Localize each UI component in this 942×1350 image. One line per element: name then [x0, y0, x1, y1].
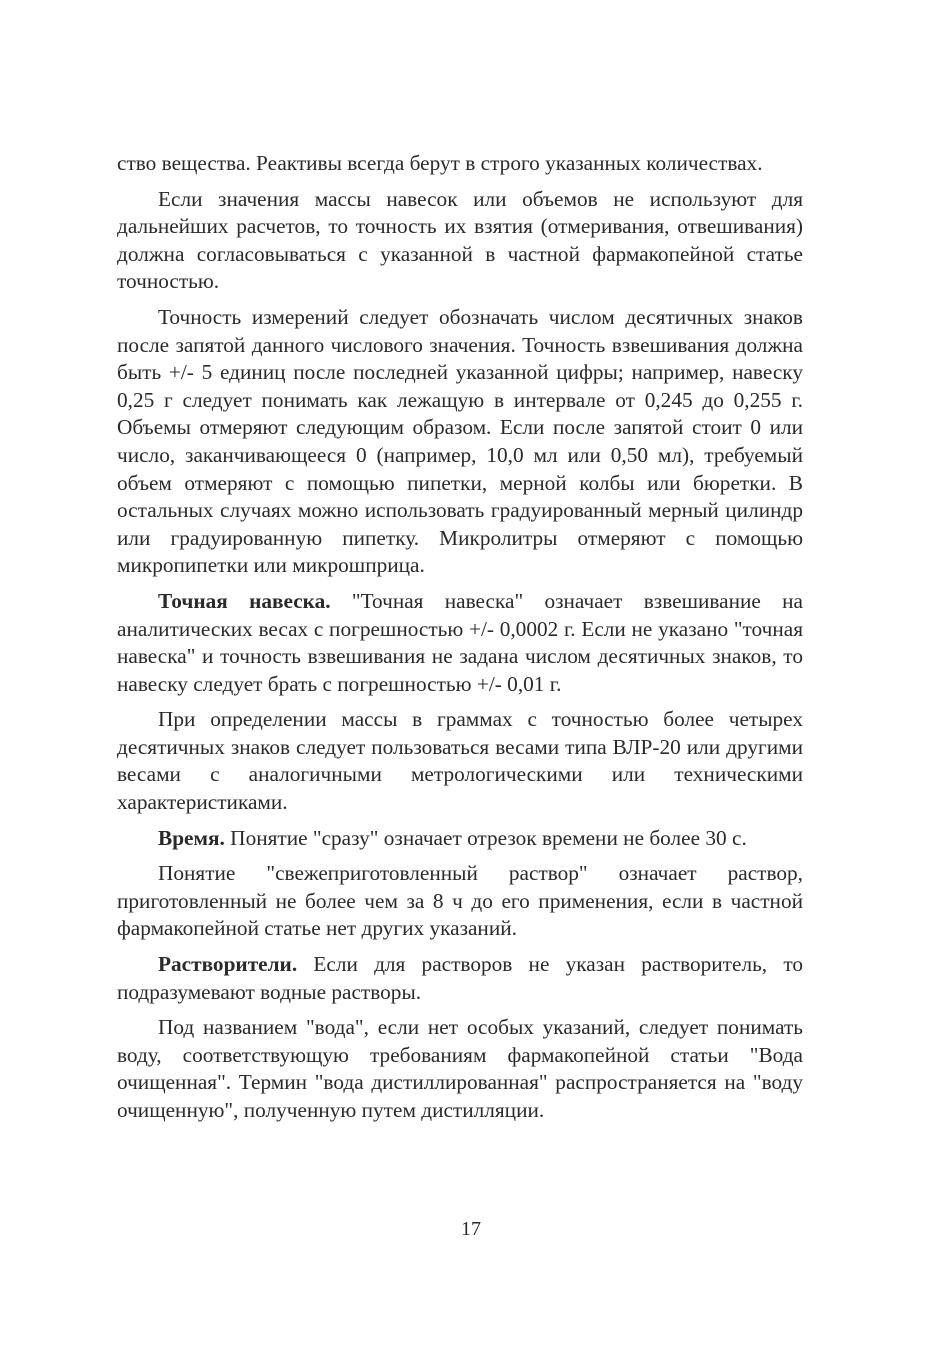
paragraph	[117, 860, 803, 943]
paragraph-text: Если значения массы навесок или объемов не используют для дальнейших расчетов, то точность их взятия (отмеривания, отвешивания) должна согласовываться с указанной в частной фармакопейной статье точностью.	[117, 186, 803, 294]
paragraph-text: Понятие "свежеприготовленный раствор" означает раствор, приготовленный не более чем за 8 ч до его применения, если в частной фармакопейной статье нет других указаний.	[117, 861, 803, 941]
page-body	[117, 150, 803, 1125]
paragraph-heading: Точная навеска.	[158, 588, 331, 613]
paragraph-text: ство вещества. Реактивы всегда берут в строго указанных количествах.	[117, 151, 763, 175]
paragraph-text: "Точная навеска" означает взвешивание на аналитических весах с погрешностью +/- 0,0002 г. Если не указано "точная навеска" и точность взвешивания не задана числом десятичных знаков, то навеску следует брать с погрешностью +/- 0,01 г.	[117, 588, 803, 696]
paragraph-time	[117, 825, 803, 853]
paragraph-text: Под названием "вода", если нет особых указаний, следует понимать воду, соответствующую требованиям фармакопейной статьи "Вода очищенная". Термин "вода дистиллированная" распространяется на "воду очищенную", полученную путем дистилляции.	[117, 1015, 803, 1122]
paragraph-precise-weighing	[117, 588, 803, 698]
page-number: 17	[461, 1218, 481, 1240]
paragraph-text: При определении массы в граммах с точностью более четырех десятичных знаков следует пользоваться весами типа ВЛР-20 или другими весами с аналогичными метрологическими или техническими характеристиками.	[117, 707, 803, 815]
paragraph	[117, 1014, 803, 1124]
paragraph-solvents	[117, 951, 803, 1006]
paragraph	[117, 706, 803, 816]
paragraph	[117, 186, 803, 296]
paragraph-heading: Растворители.	[158, 952, 298, 977]
paragraph-text: Понятие "сразу" означает отрезок времени не более 30 с.	[224, 825, 747, 850]
paragraph-text: Если для растворов не указан растворитель, то подразумевают водные растворы.	[117, 952, 803, 1004]
paragraph	[117, 304, 803, 580]
paragraph-continuation	[117, 150, 803, 178]
paragraph-heading: Время.	[158, 825, 225, 850]
paragraph-text: Точность измерений следует обозначать числом десятичных знаков после запятой данного числового значения. Точность взвешивания должна быть +/- 5 единиц после последней указанной цифры; например, навеску 0,25 г следует понимать как лежащую в интервале от 0,245 до 0,255 г. Объемы отмеряют следующим образом. Если после запятой стоит 0 или число, заканчивающееся 0 (например, 10,0 мл или 0,50 мл), требуемый объем отмеряют с помощью пипетки, мерной колбы или бюретки. В остальных случаях можно использовать градуированный мерный цилиндр или градуированную пипетку. Микролитры отмеряют с помощью микропипетки или микрошприца.	[117, 304, 803, 578]
